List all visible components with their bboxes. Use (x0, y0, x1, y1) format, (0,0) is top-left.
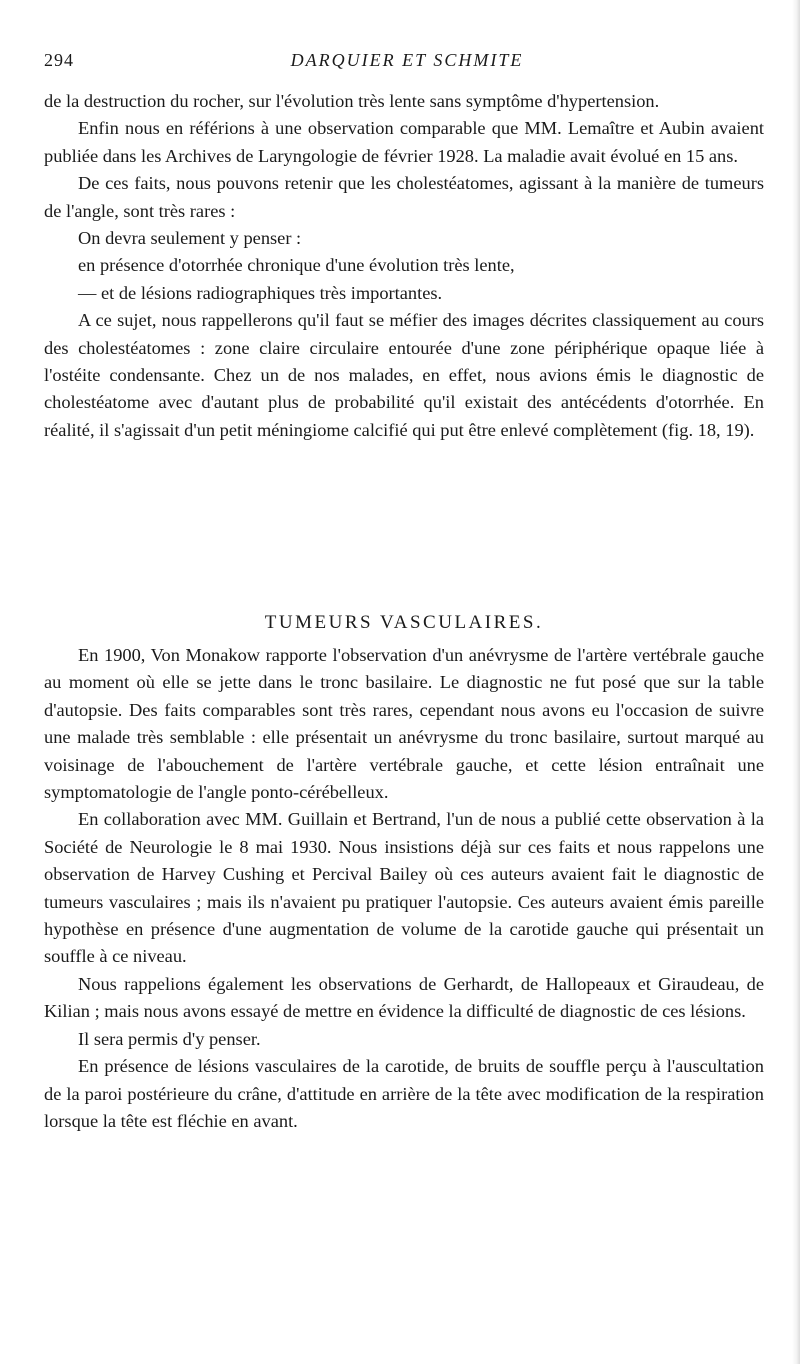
paragraph: En 1900, Von Monakow rapporte l'observation d'un anévrysme de l'artère vertébrale gauche au moment où elle se jette dans le tronc basilaire. Le diagnostic ne fut posé que sur la table d'autopsie. Des faits comparables sont très rares, cependant nous avons eu l'occasion de suivre une malade très semblable : elle présentait un anévrysme du tronc basilaire, surtout marqué au voisinage de l'abouchement de l'artère vertébrale gauche, et cette lésion entraînait une symptomatologie de l'angle ponto-cérébelleux. (44, 645, 764, 803)
paragraph: Il sera permis d'y penser. (78, 1028, 261, 1049)
paragraph: Nous rappelions également les observations de Gerhardt, de Hallopeaux et Giraudeau, de Kilian ; mais nous avons essayé de mettre en évidence la difficulté de diagnostic de ces lésions. (44, 973, 764, 1022)
section-1-body (44, 88, 764, 444)
paragraph: A ce sujet, nous rappellerons qu'il faut se méfier des images décrites classiquement au cours des cholestéatomes : zone claire circulaire entourée d'une zone périphérique opaque liée à l'ostéite condensante. Chez un de nos malades, en effet, nous avions émis le diagnostic de cholestéatome avec d'autant plus de probabilité qu'il existait des antécédents d'otorrhée. En réalité, il s'agissait d'un petit méningiome calcifié qui put être enlevé complètement (fig. 18, 19). (44, 310, 764, 440)
paragraph: Enfin nous en référions à une observation comparable que MM. Lemaître et Aubin avaient publiée dans les Archives de Laryngologie de février 1928. La maladie avait évolué en 15 ans. (44, 118, 764, 166)
page-edge-shadow (792, 0, 800, 1364)
paragraph: — et de lésions radiographiques très importantes. (78, 282, 443, 303)
page-header (44, 50, 770, 80)
section-heading: TUMEURS VASCULAIRES. (264, 612, 544, 633)
paragraph: de la destruction du rocher, sur l'évolution très lente sans symptôme d'hypertension. (44, 91, 660, 111)
running-head: DARQUIER ET SCHMITE (290, 50, 524, 70)
paragraph: en présence d'otorrhée chronique d'une évolution très lente, (78, 255, 515, 276)
section-2-body (44, 642, 764, 1135)
paragraph: De ces faits, nous pouvons retenir que les cholestéatomes, agissant à la manière de tumeurs de l'angle, sont très rares : (44, 173, 764, 221)
page-number: 294 (44, 50, 74, 70)
paragraph: En collaboration avec MM. Guillain et Bertrand, l'un de nous a publié cette observation à la Société de Neurologie le 8 mai 1930. Nous insistions déjà sur ces faits et nous rappelons une observation de Harvey Cushing et Percival Bailey où ces auteurs avaient fait le diagnostic de tumeurs vasculaires ; mais ils n'avaient pu pratiquer l'autopsie. Ces auteurs avaient émis pareille hypothèse en présence d'une augmentation de volume de la carotide gauche qui présentait un souffle à ce niveau. (44, 809, 764, 967)
paragraph: En présence de lésions vasculaires de la carotide, de bruits de souffle perçu à l'auscultation de la paroi postérieure du crâne, d'attitude en arrière de la tête avec modification de la respiration lorsque la tête est fléchie en avant. (44, 1056, 764, 1131)
paragraph: On devra seulement y penser : (78, 228, 302, 249)
